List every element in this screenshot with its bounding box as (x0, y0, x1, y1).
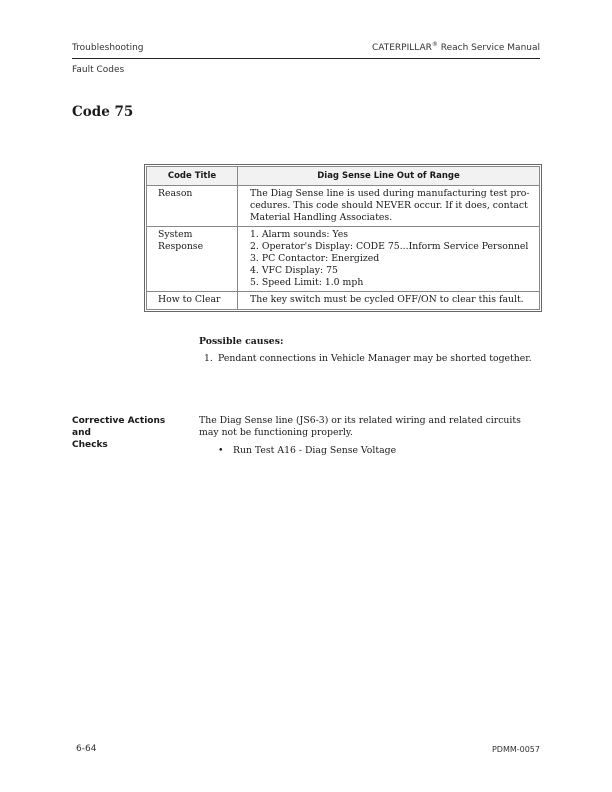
label-line: Response (158, 241, 204, 252)
response-item: 4. VFC Display: 75 (250, 265, 338, 276)
table-header-row (147, 167, 540, 186)
page-title: Code 75 (72, 104, 134, 120)
header-section: Troubleshooting (72, 43, 144, 53)
text-line: The Diag Sense line is used during manufacturing test pro- (250, 188, 530, 199)
document-id: PDMM-0057 (491, 745, 540, 754)
corrective-actions-text (199, 415, 544, 439)
row-value (238, 186, 540, 227)
row-label: Reason (147, 186, 238, 227)
row-value: The key switch must be cycled OFF/ON to clear this fault. (238, 292, 540, 310)
row-label: How to Clear (147, 292, 238, 310)
brand-name: CATERPILLAR (371, 43, 432, 53)
response-item: 2. Operator's Display: CODE 75...Inform Service Personnel (250, 241, 529, 252)
text-line: The Diag Sense line (JS6-3) or its related wiring and related circuits (199, 415, 521, 426)
row-value (238, 227, 540, 292)
response-item: 1. Alarm sounds: Yes (250, 229, 349, 240)
row-label (147, 227, 238, 292)
table-row-reason (147, 186, 540, 227)
label-line: Checks (72, 440, 108, 450)
page-number: 6-64 (76, 744, 97, 754)
label-line: System (158, 229, 193, 240)
table-row-system-response (147, 227, 540, 292)
text-line: may not be functioning properly. (199, 427, 353, 438)
header-subsection: Fault Codes (72, 65, 125, 75)
fault-table-frame (144, 164, 542, 312)
label-line: Corrective Actions and (72, 416, 166, 438)
item-text: Pendant connections in Vehicle Manager may be shorted together. (218, 353, 532, 364)
table-row-how-to-clear (147, 292, 540, 310)
code-title-value: Diag Sense Line Out of Range (238, 167, 540, 186)
response-item: 5. Speed Limit: 1.0 mph (250, 277, 364, 288)
header-manual-title (372, 41, 540, 53)
registered-mark: ® (431, 41, 438, 48)
corrective-action-item (218, 445, 396, 456)
response-item: 3. PC Contactor: Energized (250, 253, 380, 264)
possible-causes-heading: Possible causes: (199, 336, 284, 347)
action-text: Run Test A16 - Diag Sense Voltage (233, 445, 397, 456)
fault-table (146, 166, 540, 310)
corrective-actions-label (72, 415, 187, 451)
possible-causes-list (204, 353, 532, 364)
header-rule (72, 58, 540, 59)
text-line: cedures. This code should NEVER occur. If it does, contact (250, 200, 528, 211)
text-line: Material Handling Associates. (250, 212, 393, 223)
item-number: 1. (204, 353, 213, 364)
code-title-header: Code Title (147, 167, 238, 186)
bullet-icon: • (218, 445, 224, 456)
list-item (204, 353, 532, 364)
manual-name: Reach Service Manual (437, 43, 540, 53)
